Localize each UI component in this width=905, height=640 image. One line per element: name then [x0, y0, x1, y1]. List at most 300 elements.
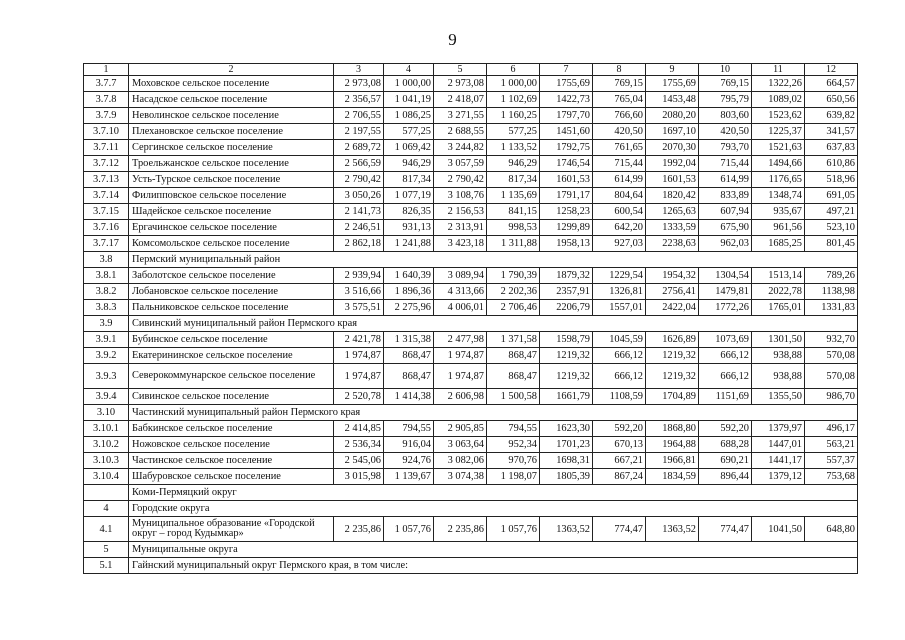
section-row	[84, 485, 858, 501]
value-col-11: 1355,50	[752, 389, 805, 405]
value-col-7: 1755,69	[540, 76, 593, 92]
value-col-12: 664,57	[805, 76, 858, 92]
row-code: 4.1	[84, 517, 129, 542]
value-col-10: 715,44	[699, 156, 752, 172]
value-col-3: 2 414,85	[334, 421, 384, 437]
value-col-12: 1331,83	[805, 300, 858, 316]
value-col-7: 2206,79	[540, 300, 593, 316]
value-col-7: 1258,23	[540, 204, 593, 220]
row-code: 3.7.15	[84, 204, 129, 220]
row-code: 3.7.7	[84, 76, 129, 92]
section-row	[84, 316, 858, 332]
table-row	[84, 140, 858, 156]
value-col-5: 4 313,66	[434, 284, 487, 300]
value-col-9: 1265,63	[646, 204, 699, 220]
value-col-9: 1626,89	[646, 332, 699, 348]
table-row	[84, 204, 858, 220]
value-col-12: 650,56	[805, 92, 858, 108]
section-title: Городские округа	[129, 501, 858, 517]
value-col-5: 3 108,76	[434, 188, 487, 204]
value-col-7: 1698,31	[540, 453, 593, 469]
value-col-5: 3 063,64	[434, 437, 487, 453]
value-col-7: 1299,89	[540, 220, 593, 236]
settlement-name: Ножовское сельское поселение	[129, 437, 334, 453]
value-col-11: 1521,63	[752, 140, 805, 156]
value-col-7: 1791,17	[540, 188, 593, 204]
settlement-name: Филипповское сельское поселение	[129, 188, 334, 204]
value-col-11: 935,67	[752, 204, 805, 220]
header-cell-10: 10	[699, 64, 752, 76]
value-col-6: 1 102,69	[487, 92, 540, 108]
value-col-8: 670,13	[593, 437, 646, 453]
value-col-3: 3 516,66	[334, 284, 384, 300]
table-row	[84, 76, 858, 92]
value-col-7: 1422,73	[540, 92, 593, 108]
value-col-9: 1820,42	[646, 188, 699, 204]
value-col-12: 497,21	[805, 204, 858, 220]
value-col-5: 3 074,38	[434, 469, 487, 485]
settlement-name: Троельжанское сельское поселение	[129, 156, 334, 172]
value-col-6: 1 371,58	[487, 332, 540, 348]
section-title: Пермский муниципальный район	[129, 252, 858, 268]
value-col-5: 2 235,86	[434, 517, 487, 542]
value-col-5: 2 606,98	[434, 389, 487, 405]
value-col-9: 2422,04	[646, 300, 699, 316]
value-col-8: 614,99	[593, 172, 646, 188]
value-col-6: 1 311,88	[487, 236, 540, 252]
table-row	[84, 284, 858, 300]
settlement-name: Бабкинское сельское поселение	[129, 421, 334, 437]
value-col-9: 2756,41	[646, 284, 699, 300]
value-col-6: 1 790,39	[487, 268, 540, 284]
table-row	[84, 92, 858, 108]
value-col-10: 1772,26	[699, 300, 752, 316]
value-col-12: 570,08	[805, 348, 858, 364]
settlement-name: Шабуровское сельское поселение	[129, 469, 334, 485]
value-col-7: 1746,54	[540, 156, 593, 172]
value-col-8: 1557,01	[593, 300, 646, 316]
value-col-5: 2 156,53	[434, 204, 487, 220]
settlement-name: Частинское сельское поселение	[129, 453, 334, 469]
table-row	[84, 348, 858, 364]
settlement-name: Северокоммунарское сельское поселение	[129, 364, 334, 389]
value-col-4: 794,55	[384, 421, 434, 437]
page-number: 9	[448, 30, 457, 49]
row-code: 3.7.17	[84, 236, 129, 252]
value-col-12: 610,86	[805, 156, 858, 172]
value-col-4: 916,04	[384, 437, 434, 453]
table-row	[84, 469, 858, 485]
value-col-3: 2 939,94	[334, 268, 384, 284]
value-col-3: 2 973,08	[334, 76, 384, 92]
value-col-4: 1 139,67	[384, 469, 434, 485]
value-col-8: 774,47	[593, 517, 646, 542]
settlement-name: Шадейское сельское поселение	[129, 204, 334, 220]
row-code: 3.8	[84, 252, 129, 268]
settlement-name: Неволинское сельское поселение	[129, 108, 334, 124]
value-col-9: 1219,32	[646, 348, 699, 364]
value-col-10: 688,28	[699, 437, 752, 453]
row-code	[84, 485, 129, 501]
value-col-7: 1451,60	[540, 124, 593, 140]
value-col-8: 766,60	[593, 108, 646, 124]
row-code: 3.9.1	[84, 332, 129, 348]
header-cell-8: 8	[593, 64, 646, 76]
value-col-3: 1 974,87	[334, 364, 384, 389]
value-col-10: 962,03	[699, 236, 752, 252]
value-col-3: 1 974,87	[334, 348, 384, 364]
settlement-name: Усть-Турское сельское поселение	[129, 172, 334, 188]
value-col-8: 420,50	[593, 124, 646, 140]
value-col-5: 2 973,08	[434, 76, 487, 92]
header-cell-2: 2	[129, 64, 334, 76]
value-col-9: 2070,30	[646, 140, 699, 156]
table-row	[84, 172, 858, 188]
header-cell-4: 4	[384, 64, 434, 76]
value-col-7: 1879,32	[540, 268, 593, 284]
value-col-10: 793,70	[699, 140, 752, 156]
value-col-11: 1225,37	[752, 124, 805, 140]
value-col-3: 3 575,51	[334, 300, 384, 316]
value-col-5: 4 006,01	[434, 300, 487, 316]
value-col-10: 896,44	[699, 469, 752, 485]
value-col-5: 3 089,94	[434, 268, 487, 284]
table-row	[84, 188, 858, 204]
value-col-3: 2 197,55	[334, 124, 384, 140]
value-col-3: 2 566,59	[334, 156, 384, 172]
settlement-name: Бубинское сельское поселение	[129, 332, 334, 348]
value-col-8: 592,20	[593, 421, 646, 437]
value-col-10: 675,90	[699, 220, 752, 236]
value-col-4: 1 640,39	[384, 268, 434, 284]
table-row	[84, 332, 858, 348]
row-code: 3.10.4	[84, 469, 129, 485]
value-col-9: 1954,32	[646, 268, 699, 284]
value-col-8: 666,12	[593, 348, 646, 364]
row-code: 3.8.1	[84, 268, 129, 284]
value-col-7: 1797,70	[540, 108, 593, 124]
header-cell-12: 12	[805, 64, 858, 76]
value-col-10: 666,12	[699, 364, 752, 389]
value-col-6: 946,29	[487, 156, 540, 172]
value-col-4: 1 069,42	[384, 140, 434, 156]
value-col-12: 523,10	[805, 220, 858, 236]
value-col-11: 938,88	[752, 364, 805, 389]
value-col-11: 1379,12	[752, 469, 805, 485]
value-col-4: 946,29	[384, 156, 434, 172]
value-col-6: 1 135,69	[487, 188, 540, 204]
value-col-7: 1661,79	[540, 389, 593, 405]
settlement-name: Ергачинское сельское поселение	[129, 220, 334, 236]
header-cell-11: 11	[752, 64, 805, 76]
value-col-6: 2 202,36	[487, 284, 540, 300]
table-row	[84, 453, 858, 469]
row-code: 3.7.8	[84, 92, 129, 108]
value-col-12: 648,80	[805, 517, 858, 542]
table-row	[84, 300, 858, 316]
value-col-10: 769,15	[699, 76, 752, 92]
value-col-11: 1348,74	[752, 188, 805, 204]
value-col-4: 1 000,00	[384, 76, 434, 92]
value-col-6: 1 198,07	[487, 469, 540, 485]
value-col-8: 600,54	[593, 204, 646, 220]
value-col-4: 577,25	[384, 124, 434, 140]
value-col-12: 753,68	[805, 469, 858, 485]
row-code: 3.10.3	[84, 453, 129, 469]
value-col-6: 2 706,46	[487, 300, 540, 316]
header-cell-5: 5	[434, 64, 487, 76]
section-title: Муниципальные округа	[129, 542, 858, 558]
value-col-11: 1765,01	[752, 300, 805, 316]
value-col-10: 690,21	[699, 453, 752, 469]
value-col-8: 765,04	[593, 92, 646, 108]
value-col-5: 1 974,87	[434, 348, 487, 364]
value-col-3: 2 141,73	[334, 204, 384, 220]
settlement-name: Пальниковское сельское поселение	[129, 300, 334, 316]
value-col-5: 1 974,87	[434, 364, 487, 389]
value-col-11: 1301,50	[752, 332, 805, 348]
value-col-12: 563,21	[805, 437, 858, 453]
value-col-5: 2 688,55	[434, 124, 487, 140]
value-col-6: 817,34	[487, 172, 540, 188]
value-col-8: 715,44	[593, 156, 646, 172]
value-col-5: 3 057,59	[434, 156, 487, 172]
value-col-3: 2 356,57	[334, 92, 384, 108]
value-col-3: 2 790,42	[334, 172, 384, 188]
value-col-4: 1 041,19	[384, 92, 434, 108]
value-col-11: 1176,65	[752, 172, 805, 188]
section-title: Сивинский муниципальный район Пермского края	[129, 316, 858, 332]
value-col-5: 2 477,98	[434, 332, 487, 348]
value-col-6: 1 500,58	[487, 389, 540, 405]
value-col-7: 1792,75	[540, 140, 593, 156]
section-title: Частинский муниципальный район Пермского края	[129, 405, 858, 421]
value-col-9: 1964,88	[646, 437, 699, 453]
value-col-11: 1441,17	[752, 453, 805, 469]
value-col-12: 557,37	[805, 453, 858, 469]
value-col-11: 1523,62	[752, 108, 805, 124]
table-row	[84, 236, 858, 252]
table-row	[84, 517, 858, 542]
header-cell-9: 9	[646, 64, 699, 76]
value-col-10: 1073,69	[699, 332, 752, 348]
value-col-7: 1219,32	[540, 348, 593, 364]
value-col-3: 2 421,78	[334, 332, 384, 348]
value-col-10: 803,60	[699, 108, 752, 124]
row-code: 3.9	[84, 316, 129, 332]
section-row	[84, 405, 858, 421]
value-col-10: 833,89	[699, 188, 752, 204]
value-col-6: 841,15	[487, 204, 540, 220]
table-row	[84, 437, 858, 453]
value-col-3: 2 706,55	[334, 108, 384, 124]
value-col-10: 1304,54	[699, 268, 752, 284]
value-col-9: 1601,53	[646, 172, 699, 188]
header-cell-6: 6	[487, 64, 540, 76]
value-col-11: 1041,50	[752, 517, 805, 542]
value-col-3: 2 235,86	[334, 517, 384, 542]
value-col-3: 2 520,78	[334, 389, 384, 405]
value-col-12: 341,57	[805, 124, 858, 140]
value-col-4: 924,76	[384, 453, 434, 469]
value-col-4: 1 241,88	[384, 236, 434, 252]
value-col-10: 774,47	[699, 517, 752, 542]
value-col-12: 518,96	[805, 172, 858, 188]
value-col-6: 1 000,00	[487, 76, 540, 92]
row-code: 3.7.10	[84, 124, 129, 140]
value-col-3: 2 689,72	[334, 140, 384, 156]
row-code: 3.10.1	[84, 421, 129, 437]
value-col-10: 607,94	[699, 204, 752, 220]
value-col-5: 2 905,85	[434, 421, 487, 437]
value-col-3: 3 050,26	[334, 188, 384, 204]
value-col-12: 570,08	[805, 364, 858, 389]
value-col-5: 3 271,55	[434, 108, 487, 124]
row-code: 3.8.3	[84, 300, 129, 316]
value-col-4: 868,47	[384, 364, 434, 389]
settlement-name: Плехановское сельское поселение	[129, 124, 334, 140]
value-col-9: 2080,20	[646, 108, 699, 124]
value-col-11: 1513,14	[752, 268, 805, 284]
settlement-name: Сергинское сельское поселение	[129, 140, 334, 156]
value-col-3: 3 015,98	[334, 469, 384, 485]
value-col-4: 1 414,38	[384, 389, 434, 405]
header-cell-1: 1	[84, 64, 129, 76]
table-row	[84, 108, 858, 124]
value-col-6: 970,76	[487, 453, 540, 469]
settlement-name: Лобановское сельское поселение	[129, 284, 334, 300]
section-title: Гайнский муниципальный округ Пермского края, в том числе:	[129, 558, 858, 574]
value-col-6: 868,47	[487, 364, 540, 389]
value-col-11: 1089,02	[752, 92, 805, 108]
value-col-8: 927,03	[593, 236, 646, 252]
row-code: 5	[84, 542, 129, 558]
section-title: Коми-Пермяцкий округ	[129, 485, 858, 501]
value-col-4: 826,35	[384, 204, 434, 220]
value-col-8: 761,65	[593, 140, 646, 156]
value-col-10: 666,12	[699, 348, 752, 364]
row-code: 3.7.9	[84, 108, 129, 124]
value-col-7: 1219,32	[540, 364, 593, 389]
row-code: 3.9.3	[84, 364, 129, 389]
value-col-9: 1453,48	[646, 92, 699, 108]
value-col-9: 1992,04	[646, 156, 699, 172]
value-col-12: 637,83	[805, 140, 858, 156]
value-col-6: 1 160,25	[487, 108, 540, 124]
value-col-4: 1 077,19	[384, 188, 434, 204]
row-code: 3.7.13	[84, 172, 129, 188]
settlement-name: Комсомольское сельское поселение	[129, 236, 334, 252]
value-col-6: 868,47	[487, 348, 540, 364]
table-body	[84, 64, 858, 574]
value-col-8: 1045,59	[593, 332, 646, 348]
table-row	[84, 220, 858, 236]
value-col-8: 867,24	[593, 469, 646, 485]
row-code: 3.9.4	[84, 389, 129, 405]
column-number-header	[84, 64, 858, 76]
value-col-8: 1229,54	[593, 268, 646, 284]
row-code: 3.9.2	[84, 348, 129, 364]
value-col-9: 1363,52	[646, 517, 699, 542]
value-col-4: 1 315,38	[384, 332, 434, 348]
settlement-name: Муниципальное образование «Городской округ – город Кудымкар»	[129, 517, 334, 542]
table-row	[84, 389, 858, 405]
value-col-11: 1322,26	[752, 76, 805, 92]
value-col-4: 1 896,36	[384, 284, 434, 300]
value-col-9: 1966,81	[646, 453, 699, 469]
value-col-6: 794,55	[487, 421, 540, 437]
value-col-12: 986,70	[805, 389, 858, 405]
header-cell-7: 7	[540, 64, 593, 76]
value-col-8: 1108,59	[593, 389, 646, 405]
tariff-table	[83, 63, 858, 574]
value-col-3: 2 536,34	[334, 437, 384, 453]
value-col-7: 1601,53	[540, 172, 593, 188]
value-col-4: 817,34	[384, 172, 434, 188]
settlement-name: Екатерининское сельское поселение	[129, 348, 334, 364]
value-col-7: 1363,52	[540, 517, 593, 542]
value-col-7: 1958,13	[540, 236, 593, 252]
value-col-6: 1 057,76	[487, 517, 540, 542]
value-col-5: 2 313,91	[434, 220, 487, 236]
value-col-7: 2357,91	[540, 284, 593, 300]
value-col-11: 2022,78	[752, 284, 805, 300]
value-col-10: 420,50	[699, 124, 752, 140]
table-row	[84, 364, 858, 389]
value-col-11: 1685,25	[752, 236, 805, 252]
value-col-8: 666,12	[593, 364, 646, 389]
value-col-10: 614,99	[699, 172, 752, 188]
value-col-9: 1219,32	[646, 364, 699, 389]
value-col-11: 1494,66	[752, 156, 805, 172]
value-col-4: 868,47	[384, 348, 434, 364]
table-row	[84, 268, 858, 284]
value-col-7: 1701,23	[540, 437, 593, 453]
value-col-7: 1623,30	[540, 421, 593, 437]
value-col-7: 1598,79	[540, 332, 593, 348]
header-cell-3: 3	[334, 64, 384, 76]
value-col-4: 2 275,96	[384, 300, 434, 316]
value-col-4: 931,13	[384, 220, 434, 236]
settlement-name: Сивинское сельское поселение	[129, 389, 334, 405]
value-col-5: 2 418,07	[434, 92, 487, 108]
value-col-8: 769,15	[593, 76, 646, 92]
value-col-5: 2 790,42	[434, 172, 487, 188]
value-col-12: 639,82	[805, 108, 858, 124]
value-col-12: 789,26	[805, 268, 858, 284]
value-col-12: 801,45	[805, 236, 858, 252]
value-col-3: 2 246,51	[334, 220, 384, 236]
settlement-name: Заболотское сельское поселение	[129, 268, 334, 284]
row-code: 3.7.11	[84, 140, 129, 156]
value-col-8: 1326,81	[593, 284, 646, 300]
value-col-11: 1379,97	[752, 421, 805, 437]
settlement-name: Насадское сельское поселение	[129, 92, 334, 108]
value-col-5: 3 244,82	[434, 140, 487, 156]
row-code: 5.1	[84, 558, 129, 574]
settlement-name: Моховское сельское поселение	[129, 76, 334, 92]
row-code: 3.7.12	[84, 156, 129, 172]
section-row	[84, 501, 858, 517]
value-col-3: 2 862,18	[334, 236, 384, 252]
value-col-6: 998,53	[487, 220, 540, 236]
value-col-8: 804,64	[593, 188, 646, 204]
table-row	[84, 421, 858, 437]
value-col-12: 496,17	[805, 421, 858, 437]
value-col-12: 1138,98	[805, 284, 858, 300]
row-code: 3.10.2	[84, 437, 129, 453]
value-col-10: 795,79	[699, 92, 752, 108]
